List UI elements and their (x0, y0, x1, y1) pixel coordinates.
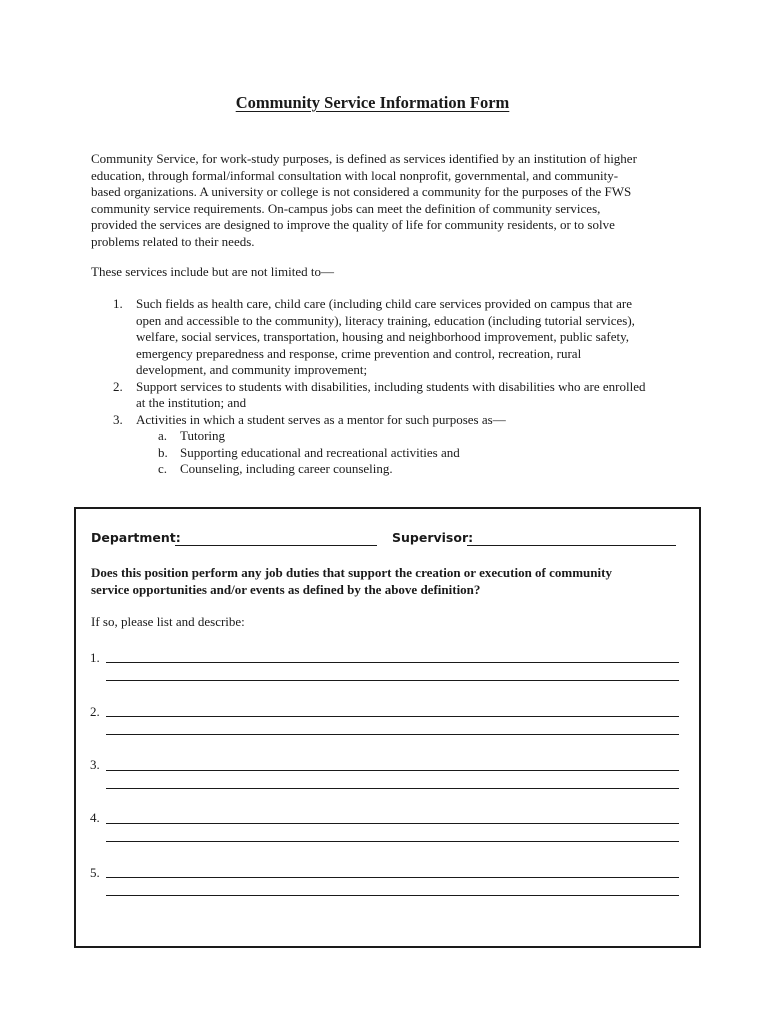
intro-paragraph (91, 151, 681, 250)
service-line: at the institution; and (136, 395, 247, 410)
mentor-purpose-item (158, 461, 683, 478)
mentor-purpose-text: Tutoring (180, 428, 226, 443)
entry-line-1-continued[interactable] (106, 680, 679, 681)
mentor-purpose-letter: c. (158, 461, 168, 476)
supervisor-field[interactable] (467, 545, 676, 546)
entry-line-1[interactable] (106, 662, 679, 663)
entry-line-4-continued[interactable] (106, 841, 679, 842)
entry-line-5-continued[interactable] (106, 895, 679, 896)
entry-line-5[interactable] (106, 877, 679, 878)
service-line: Support services to students with disabilities, including students with disabilities who are enrolled (136, 378, 646, 394)
mentor-purposes-list (136, 428, 683, 478)
entry-number: 4. (90, 810, 100, 825)
service-item (113, 296, 683, 379)
service-line: development, and community improvement; (136, 362, 368, 377)
intro-line: education, through formal/informal consultation with local nonprofit, governmental, and community- (91, 167, 619, 183)
services-intro: These services include but are not limited to— (91, 264, 334, 279)
service-text (136, 412, 683, 478)
mentor-purpose-text: Supporting educational and recreational activities and (180, 444, 460, 460)
question-line: service opportunities and/or events as defined by the above definition? (91, 581, 481, 597)
services-list (113, 296, 683, 478)
community-service-question (91, 565, 671, 598)
form-title-text: Community Service Information Form (235, 93, 510, 112)
intro-line: problems related to their needs. (91, 233, 255, 249)
department-label: Department: (91, 530, 181, 545)
entry-number: 1. (90, 650, 100, 665)
supervisor-label: Supervisor: (392, 530, 474, 545)
entry-line-2[interactable] (106, 716, 679, 717)
mentor-purpose-item (158, 445, 683, 462)
department-field[interactable] (175, 545, 377, 546)
intro-line: Community Service, for work-study purposes, is defined as services identified by an institution of higher (91, 151, 637, 166)
service-number: 2. (113, 378, 123, 394)
question-line: Does this position perform any job duties that support the creation or execution of community (91, 565, 612, 580)
intro-line: based organizations. A university or college is not considered a community for the purposes of the FWS (91, 184, 632, 199)
service-line: welfare, social services, transportation, housing and neighborhood improvement, public safety, (136, 329, 630, 344)
mentor-purpose-item (158, 428, 683, 445)
entry-number: 5. (90, 865, 100, 880)
intro-line: community service requirements. On-campus jobs can meet the definition of community services, (91, 200, 601, 216)
entry-line-4[interactable] (106, 823, 679, 824)
service-line: open and accessible to the community), literacy training, education (including tutorial services), (136, 312, 635, 328)
describe-prompt: If so, please list and describe: (91, 614, 245, 629)
service-text (136, 296, 683, 379)
service-number: 1. (113, 296, 123, 311)
entry-line-3-continued[interactable] (106, 788, 679, 789)
entry-line-2-continued[interactable] (106, 734, 679, 735)
service-item (113, 412, 683, 478)
form-title (0, 93, 745, 113)
service-line: Activities in which a student serves as a mentor for such purposes as— (136, 411, 506, 427)
intro-line: provided the services are designed to improve the quality of life for community residents, or to solve (91, 217, 615, 232)
service-text (136, 379, 683, 412)
service-line: Such fields as health care, child care (including child care services provided on campus that are (136, 296, 632, 311)
service-number: 3. (113, 411, 123, 427)
entry-number: 2. (90, 704, 100, 719)
mentor-purpose-letter: a. (158, 428, 168, 443)
service-line: emergency preparedness and response, crime prevention and control, recreation, rural (136, 345, 582, 361)
entry-number: 3. (90, 757, 100, 772)
mentor-purpose-letter: b. (158, 444, 168, 460)
entry-line-3[interactable] (106, 770, 679, 771)
service-item (113, 379, 683, 412)
mentor-purpose-text: Counseling, including career counseling. (180, 461, 393, 476)
